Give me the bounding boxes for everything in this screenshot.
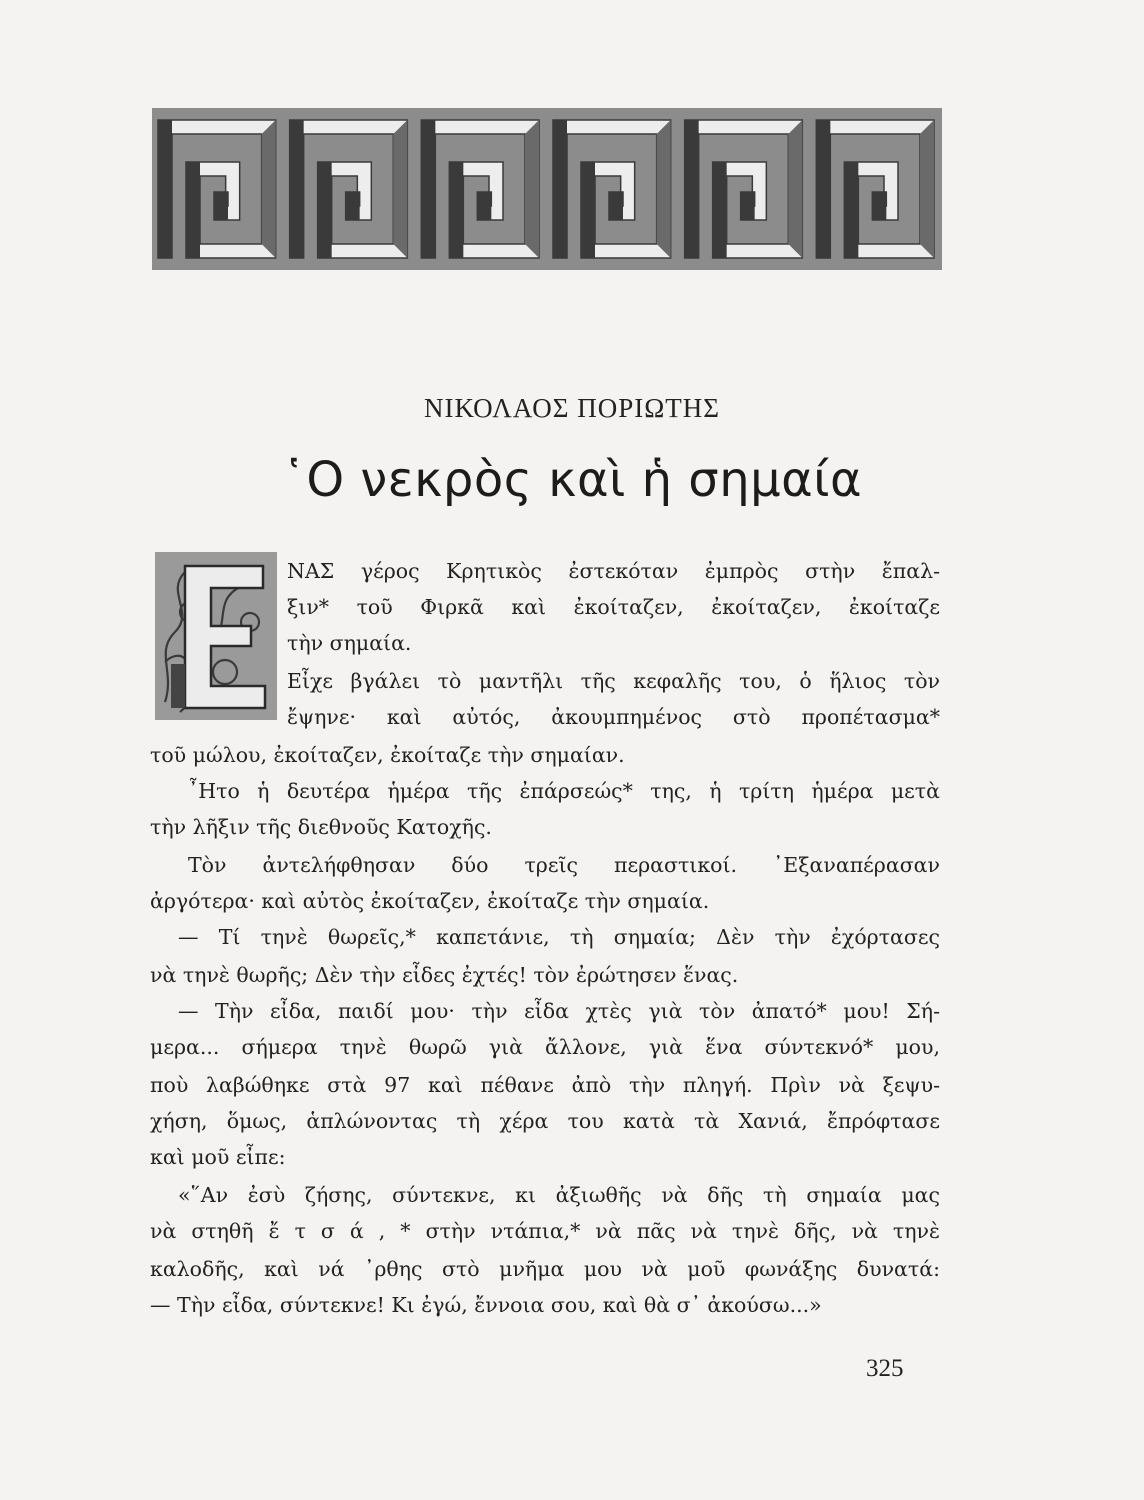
text-line: χήση, ὅμως, ἁπλώνοντας τὴ χέρα του κατὰ τὰ Χανιά, ἔπρόφτασε xyxy=(150,1109,940,1133)
text-line: — Τί τηνὲ θωρεῖς,* καπετάνιε, τὴ σημαία; Δὲν τὴν ἐχόρτασες xyxy=(178,925,940,949)
text-line: — Τὴν εἶδα, παιδί μου· τὴν εἶδα χτὲς γιὰ τὸν ἀπατό* μου! Σή- xyxy=(178,999,940,1023)
text-line: — Τὴν εἶδα, σύντεκνε! Κι ἐγώ, ἔννοια σου, καὶ θὰ σ᾽ ἀκούσω...» xyxy=(150,1293,822,1317)
greek-key-ornament xyxy=(152,108,942,270)
page-number: 325 xyxy=(866,1355,904,1382)
text-line: τὴν σημαία. xyxy=(287,631,412,655)
text-line: Εἶχε βγάλει τὸ μαντῆλι τῆς κεφαλῆς του, ὁ ἥλιος τὸν xyxy=(287,669,940,693)
text-line: «῞Αν ἐσὺ ζήσης, σύντεκνε, κι ἀξιωθῆς νὰ δῆς τὴ σημαία μας xyxy=(178,1183,940,1207)
text-line: ῏Ητο ἡ δευτέρα ἡμέρα τῆς ἐπάρσεώς* της, ἡ τρίτη ἡμέρα μετὰ xyxy=(188,779,940,803)
text-line: νὰ στηθῆ ἔ τ σ ά , * στὴν ντάπια,* νὰ πᾶς νὰ τηνὲ δῆς, νὰ τηνὲ xyxy=(150,1219,940,1243)
ornamental-initial xyxy=(155,552,277,720)
text-line: Τὸν ἀντελήφθησαν δύο τρεῖς περαστικοί. ᾽Εξαναπέρασαν xyxy=(188,853,940,877)
text-line: ἀργότερα· καὶ αὐτὸς ἐκοίταζεν, ἐκοίταζε τὴν σημαία. xyxy=(150,889,710,913)
text-line: καλοδῆς, καὶ νά ᾽ρθης στὸ μνῆμα μου νὰ μοῦ φωνάξης δυνατά: xyxy=(150,1257,940,1281)
text-line: ΝΑΣ γέρος Κρητικὸς ἐστεκόταν ἐμπρὸς στὴν ἔπαλ- xyxy=(287,559,940,583)
text-line: ποὺ λαβώθηκε στὰ 97 καὶ πέθανε ἀπὸ τὴν πληγή. Πρὶν νὰ ξεψυ- xyxy=(150,1073,940,1097)
text-line: ἔψηνε· καὶ αὐτός, ἀκουμπημένος στὸ προπέτασμα* xyxy=(287,705,940,729)
story-title: ῾Ο νεκρὸς καὶ ἡ σημαία xyxy=(281,452,863,508)
text-line: ξιν* τοῦ Φιρκᾶ καὶ ἐκοίταζεν, ἐκοίταζεν, ἐκοίταζε xyxy=(287,595,940,619)
text-line: τοῦ μώλου, ἐκοίταζεν, ἐκοίταζε τὴν σημαίαν. xyxy=(150,743,625,767)
text-line: νὰ τηνὲ θωρῆς; Δὲν τὴν εἶδες ἐχτές! τὸν ἐρώτησεν ἕνας. xyxy=(150,963,739,987)
text-line: τὴν λῆξιν τῆς διεθνοῦς Κατοχῆς. xyxy=(150,815,492,839)
text-line: καὶ μοῦ εἶπε: xyxy=(150,1145,286,1169)
text-line: μερα... σήμερα τηνὲ θωρῶ γιὰ ἄλλονε, γιὰ ἕνα σύντεκνό* μου, xyxy=(150,1035,940,1059)
author-name: ΝΙΚΟΛΑΟΣ ΠΟΡΙΩΤΗΣ xyxy=(423,393,721,423)
